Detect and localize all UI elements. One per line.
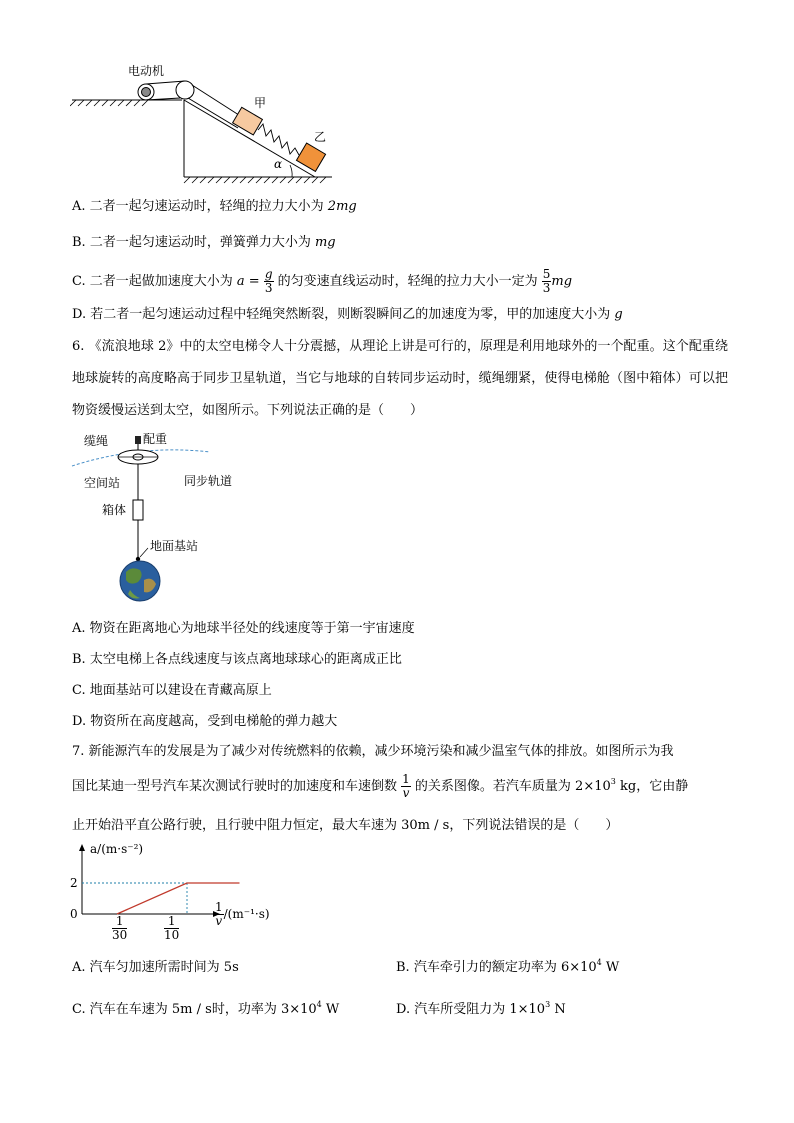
cable-label: 缆绳: [84, 434, 109, 448]
q7-option-a: A. 汽车匀加速所需时间为 5s: [72, 960, 239, 975]
earth-icon: [120, 561, 160, 601]
q5-option-d: D. 若二者一起匀速运动过程中轻绳突然断裂，则断裂瞬间乙的加速度为零，甲的加速度大小为 g: [72, 307, 623, 322]
motor-icon: [138, 84, 154, 100]
q5-option-c: C. 二者一起做加速度大小为 a = $\frac{g}{3}$ 的匀变速直线运动时，轻绳的拉力大小一定为 $\frac{5}{3}$ mg: [72, 267, 573, 295]
q5-option-b: B. 二者一起匀速运动时，弹簧弹力大小为 mg: [72, 235, 336, 250]
q6-stem: 6. 《流浪地球 2》中的太空电梯令人十分震撼，从理论上讲是可行的，原理是利用地球外的一个配重。这个配重绕地球旋转的高度略高于同步卫星轨道，当它与地球的自转同步运动时，缆绳绷紧，使得电梯舱（图中箱体）可以把物资缓慢运送到太空，如图所示。下列说法正确的是（ ）: [72, 339, 728, 418]
q7-stem-line1: 7. 新能源汽车的发展是为了减少对传统燃料的依赖，减少环境污染和减少温室气体的排放。如图所示为我: [72, 744, 674, 759]
origin-label: 0: [70, 907, 78, 921]
q5-option-a: A. 二者一起匀速运动时，轻绳的拉力大小为 2mg: [72, 199, 357, 214]
orbit-label: 同步轨道: [184, 474, 233, 488]
q7-stem-line3: 止开始沿平直公路行驶，且行驶中阻力恒定，最大车速为 30m / s，下列说法错误的是（ ）: [72, 818, 619, 833]
a-vs-inverse-v-chart: [66, 842, 286, 946]
fraction-g-over-3: $\frac{g}{3}$: [264, 267, 273, 295]
ground-station-label: 地面基站: [150, 539, 199, 553]
space-elevator-figure: [70, 430, 270, 610]
yi-label: 乙: [314, 130, 327, 144]
angle-label: α: [274, 157, 283, 171]
q7-option-b: B. 汽车牵引力的额定功率为 $6\times 10^4$ W: [396, 958, 620, 975]
q6-option-b: B. 太空电梯上各点线速度与该点离地球球心的距离成正比: [72, 652, 402, 667]
x-tick-label-2: $\frac{1}{10}$: [164, 914, 180, 942]
incline-figure: [70, 60, 340, 190]
motor-label: 电动机: [128, 64, 165, 78]
q6-option-c: C. 地面基站可以建设在青藏高原上: [72, 683, 272, 698]
q6-option-d: D. 物资所在高度越高，受到电梯舱的弹力越大: [72, 714, 338, 729]
x-axis-label: $\frac{1}{v}$ /(m⁻¹·s): [215, 900, 270, 928]
q6-option-a: A. 物资在距离地心为地球半径处的线速度等于第一宇宙速度: [72, 621, 415, 636]
q7-stem-line2: 国比某迪一型号汽车某次测试行驶时的加速度和车速倒数 $\frac{1}{v}$ 的关系图像。若汽车质量为 $2\times 10^3$ kg，它由静: [72, 772, 689, 800]
fraction-5-over-3: $\frac{5}{3}$: [542, 267, 551, 295]
station-label: 空间站: [84, 476, 121, 490]
jia-label: 甲: [254, 96, 267, 110]
y-tick-label: 2: [70, 876, 78, 890]
q7-option-d: D. 汽车所受阻力为 $1\times 10^3$ N: [396, 1000, 566, 1017]
counterweight-label: 配重: [143, 432, 168, 446]
y-axis-arrow: [79, 844, 85, 851]
y-axis-label: a/(m·s⁻²): [90, 842, 144, 856]
q7-option-c: C. 汽车在车速为 5m / s时，功率为 $3\times 10^4$ W: [72, 1000, 340, 1017]
box-label: 箱体: [102, 503, 127, 517]
x-tick-label-1: $\frac{1}{30}$: [112, 914, 128, 942]
